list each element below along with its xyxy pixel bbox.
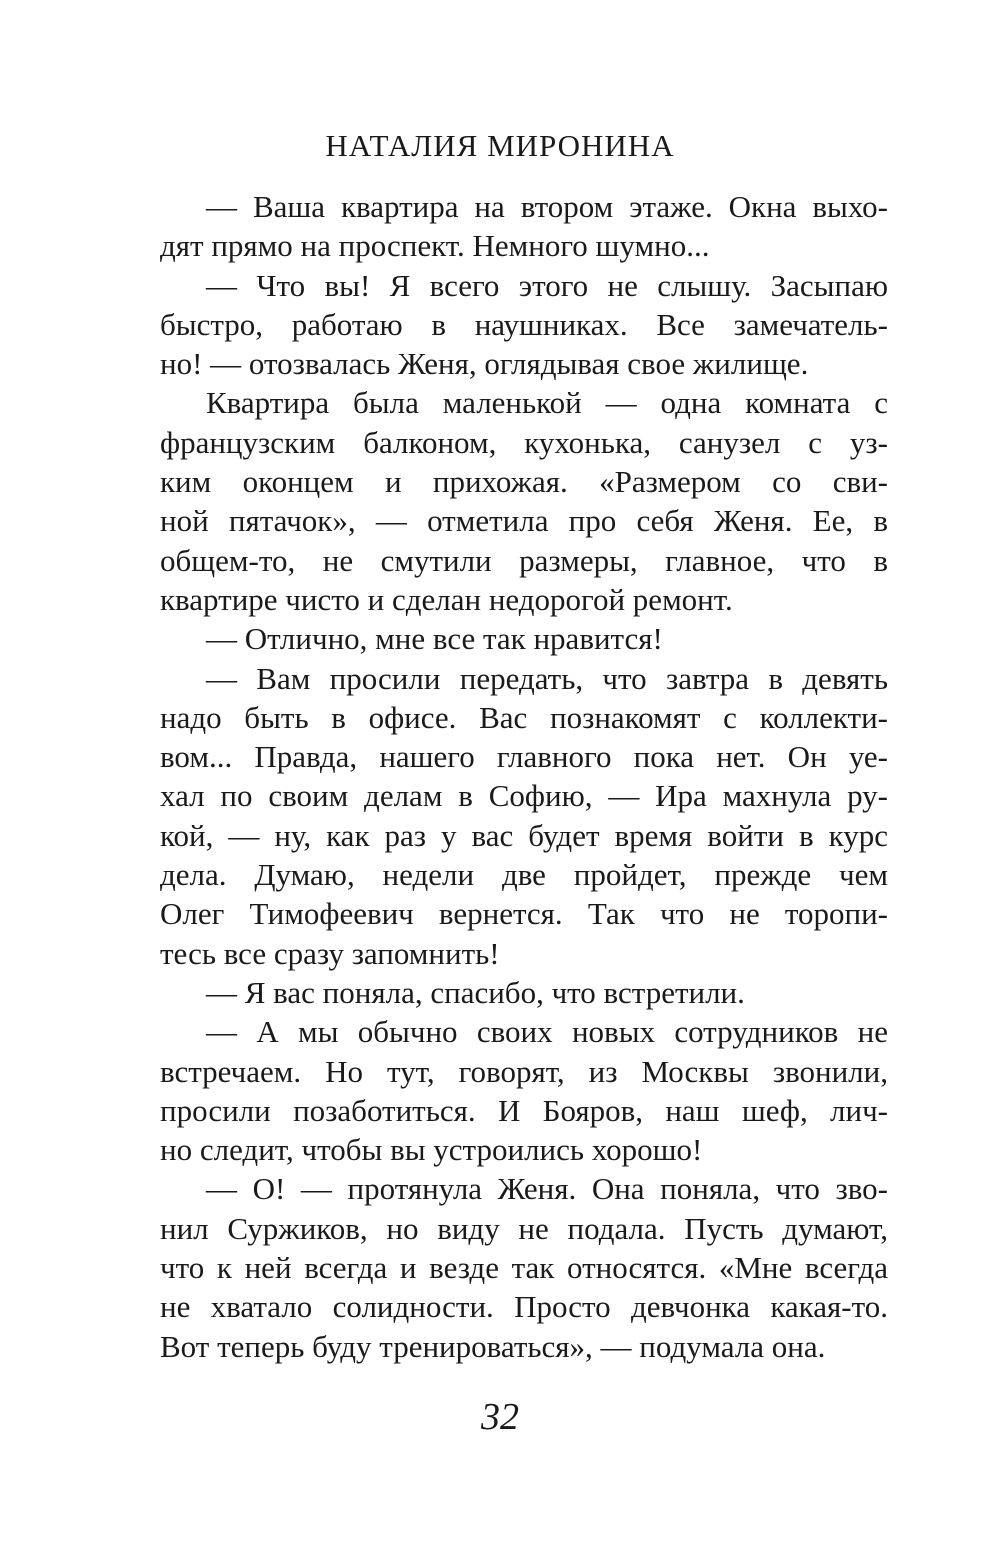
text-line: надо быть в офисе. Вас познакомят с коллекти- [160, 699, 888, 735]
text-line: но! — отозвалась Женя, оглядывая свое жилище. [160, 346, 809, 382]
text-line: Олег Тимофеевич вернется. Так что не торопи- [160, 896, 888, 932]
text-line: дела. Думаю, недели две пройдет, прежде чем [160, 857, 888, 893]
text-line: — О! — протянула Женя. Она поняла, что зво- [206, 1171, 888, 1207]
text-line: тесь все сразу запомнить! [160, 935, 500, 971]
text-line: просили позаботиться. И Бояров, наш шеф, лич- [160, 1092, 888, 1128]
text-line: — Я вас поняла, спасибо, что встретили. [206, 974, 745, 1010]
text-line: французским балконом, кухонька, санузел с уз- [160, 424, 888, 460]
text-line: — Ваша квартира на втором этаже. Окна выхо- [206, 189, 888, 224]
text-line: что к ней всегда и везде так относятся. «Мне всегда [160, 1250, 888, 1286]
text-line: быстро, работаю в наушниках. Все замечатель- [160, 306, 888, 342]
page-number: 32 [481, 1396, 519, 1438]
text-line: общем-то, не смутили размеры, главное, что в [160, 542, 888, 578]
text-line: Квартира была маленькой — одна комната с [206, 385, 888, 421]
body-text [160, 187, 888, 1366]
text-line: но следит, чтобы вы устроились хорошо! [160, 1132, 703, 1168]
text-line: нил Суржиков, но виду не подала. Пусть думают, [160, 1210, 888, 1246]
text-line: ким оконцем и прихожая. «Размером со сви- [160, 464, 888, 500]
text-line: Вот теперь буду тренироваться», — подумала она. [160, 1328, 826, 1364]
text-line: — Отлично, мне все так нравится! [206, 621, 663, 657]
running-head: НАТАЛИЯ МИРОНИНА [325, 128, 675, 163]
text-line: кой, — ну, как раз у вас будет время войти в курс [160, 817, 888, 853]
text-line: встречаем. Но тут, говорят, из Москвы звонили, [160, 1053, 888, 1089]
text-line: вом... Правда, нашего главного пока нет. Он уе- [160, 739, 888, 775]
text-line: дят прямо на проспект. Немного шумно... [160, 228, 710, 264]
text-line: квартире чисто и сделан недорогой ремонт. [160, 581, 733, 617]
text-line: хал по своим делам в Софию, — Ира махнула ру- [160, 778, 888, 814]
text-line: — А мы обычно своих новых сотрудников не [206, 1014, 888, 1050]
text-line: — Вам просили передать, что завтра в девять [206, 660, 888, 696]
text-line: ной пятачок», — отметила про себя Женя. Ее, в [160, 503, 888, 539]
text-line: — Что вы! Я всего этого не слышу. Засыпаю [206, 267, 888, 303]
text-line: не хватало солидности. Просто девчонка какая-то. [160, 1289, 888, 1325]
